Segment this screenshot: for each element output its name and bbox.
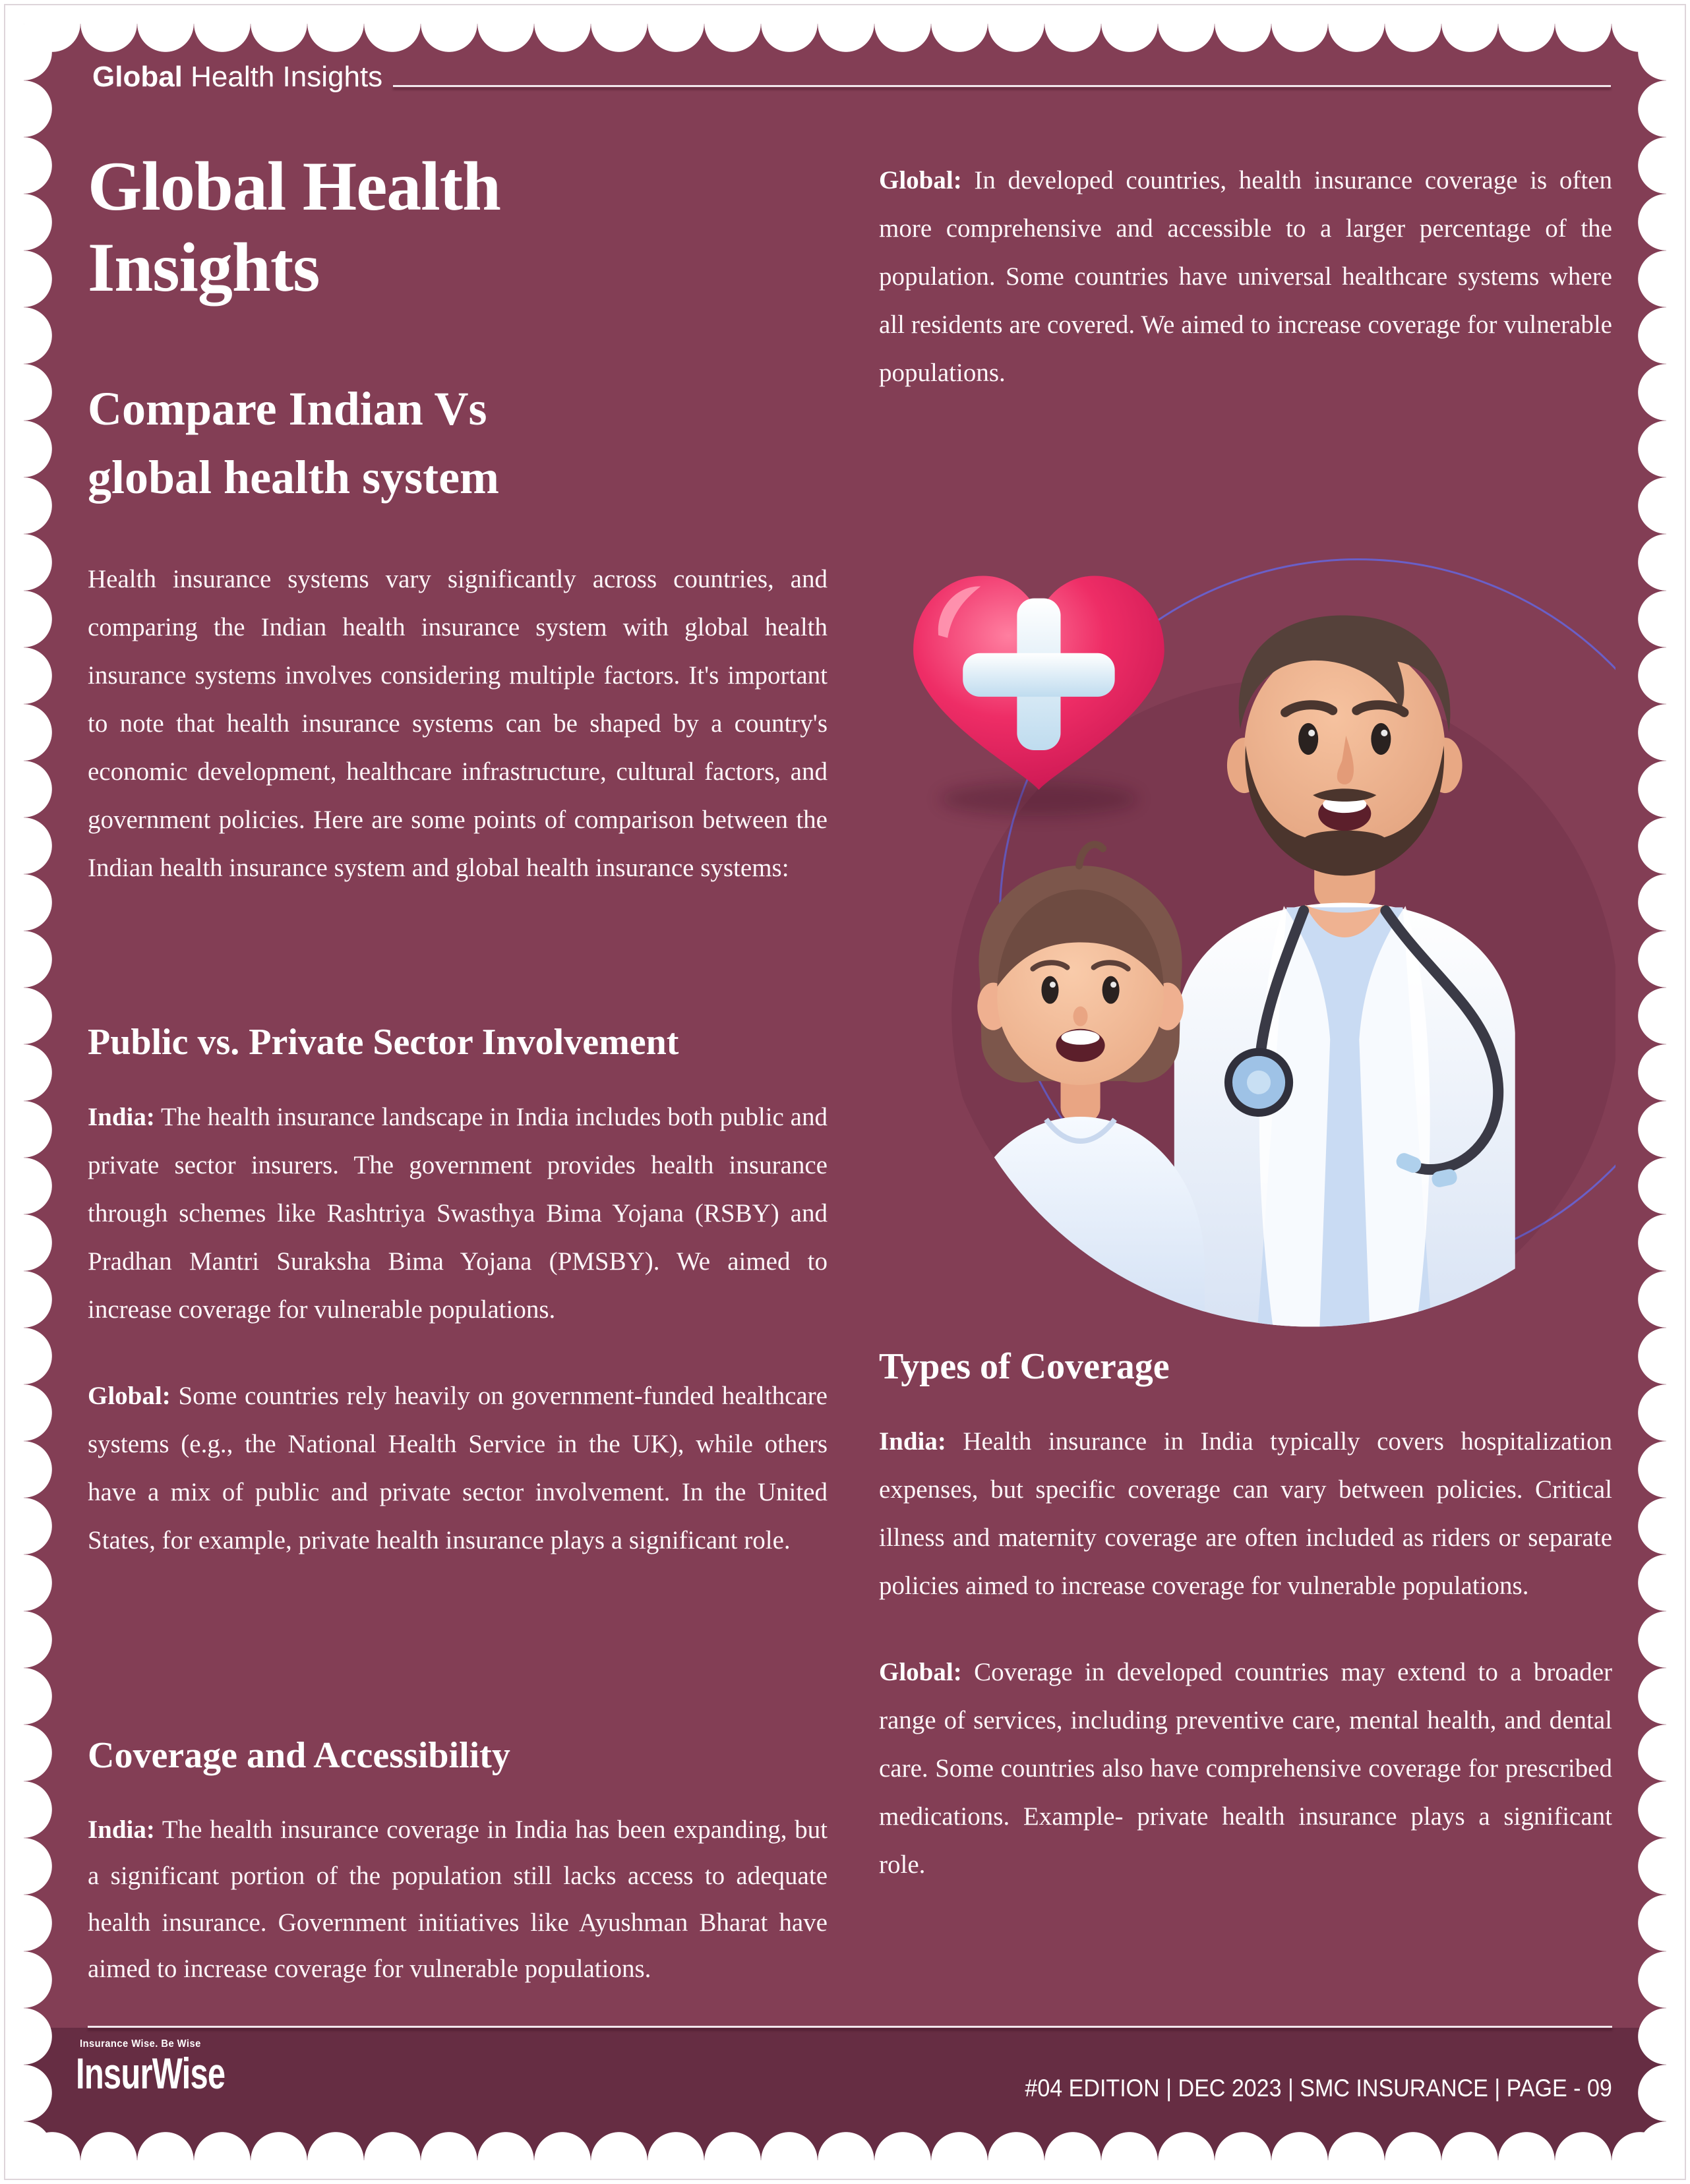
paragraph-lead: India: [88,1103,155,1132]
paragraph-lead: Global: [879,166,962,194]
paragraph-india: India: The health insurance coverage in India has been expanding, but a significant portion of the population still lacks access to adequate health insurance. Government initiatives like Ayushman Bharat have aimed to increase coverage for vulnerable populations. [88,1815,828,1983]
footer-logo-tagline: Insurance Wise. Be Wise [80,2038,201,2050]
footer-logo [76,2038,278,2098]
paragraph-lead: Global: [88,1381,171,1410]
paragraph-global: Global: In developed countries, health insurance coverage is often more comprehensive and accessible to a larger percentage of the population. Some countries have universal healthcare systems where all residents are covered. We aimed to increase coverage for vulnerable populations. [879,166,1612,387]
paragraph-lead: India: [88,1815,155,1845]
intro-block [88,556,828,930]
intro-paragraph: Health insurance systems vary significantly across countries, and comparing the Indian health insurance system with global health insurance systems involves considering multiple factors. It's important to note that health insurance systems can be shaped by a country's economic development, healthcare infrastructure, cultural factors, and government policies. Here are some points of comparison between the Indian health insurance system and global health insurance systems: [88,565,828,882]
paragraph-lead: Global: [879,1657,962,1686]
scallop-border-bottom [24,2132,1666,2160]
paragraph-global: Global: Coverage in developed countries may extend to a broader range of services, including preventive care, mental health, and dental care. Some countries also have comprehensive coverage for prescribed medications. Example- private health insurance plays a significant role. [879,1657,1612,1879]
paragraph-global: Global: Some countries rely heavily on government-funded healthcare systems (e.g., the National Health Service in the UK), while others have a mix of public and private sector involvement. In the United States, for example, private health insurance plays a significant role. [88,1381,828,1554]
footer-meta-text: #04 EDITION | DEC 2023 | SMC INSURANCE | PAGE - 09 [1025,2075,1612,2102]
title-block [88,146,828,512]
masthead-brand-bold: Global [92,61,183,93]
section-heading: Coverage and Accessibility [88,1735,510,1776]
paragraph-india: India: The health insurance landscape in India includes both public and private sector insurers. The government provides health insurance through schemes like Rashtriya Swasthya Bima Yojana (RSBY) and Pradhan Mantri Suraksha Bima Yojana (PMSBY). We aimed to increase coverage for vulnerable populations. [88,1103,828,1324]
right-top-block [879,157,1612,436]
section-coverage-accessibility [88,1734,828,1992]
scallop-border-top [24,24,1666,52]
doctor-child-illustration [882,550,1615,1327]
section-public-private [88,1020,828,1603]
section-heading: Types of Coverage [879,1346,1170,1387]
masthead [92,61,1611,94]
page-subtitle: Compare Indian Vs global health system [88,382,500,504]
section-types-of-coverage [879,1345,1612,1927]
masthead-brand [92,61,382,94]
masthead-brand-rest: Health Insights [182,61,383,93]
masthead-rule [393,85,1611,87]
footer-logo-name: InsurWise [76,2049,226,2098]
scallop-border-left [24,24,52,2160]
scallop-border-right [1638,24,1666,2160]
paragraph-india: India: Health insurance in India typically covers hospitalization expenses, but specific coverage can vary between policies. Critical illness and maternity coverage are often included as riders or separate policies aimed to increase coverage for vulnerable populations. [879,1427,1612,1600]
page-title: Global Health Insights [88,148,501,306]
footer-divider [88,2026,1612,2028]
section-heading: Public vs. Private Sector Involvement [88,1022,679,1063]
paragraph-lead: India: [879,1427,946,1456]
